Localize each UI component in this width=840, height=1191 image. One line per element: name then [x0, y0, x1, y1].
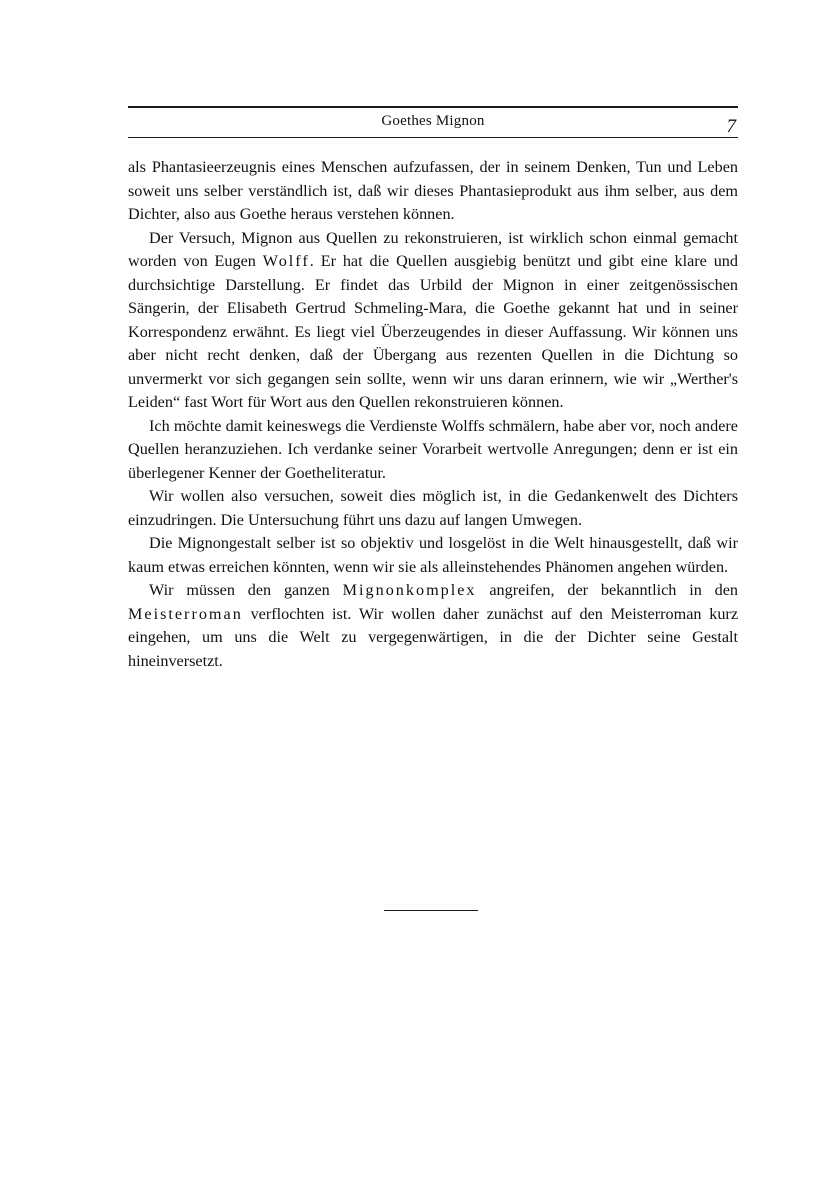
paragraph-text: angreifen, der bekanntlich in den [476, 581, 738, 599]
paragraph-text: . Er hat die Quellen ausgiebig benützt und gibt eine klare und durchsichtige Darstellung. Er findet das Urbild der Mignon in einer zeitgenössischen Sängerin, der Elisabeth Gertrud Schmeling-Mara, die Goethe gekannt hat und in seiner Korrespondenz erwähnt. Es liegt viel Überzeugendes in dieser Auffassung. Wir können uns aber nicht recht denken, daß der Übergang aus rezenten Quellen in die Dichtung so unvermerkt vor sich gegangen sein sollte, wenn wir uns daran erinnern, wie wir „Werther's Leiden“ fast Wort für Wort aus den Quellen rekonstruieren können. [128, 252, 738, 411]
body-text [128, 156, 738, 673]
paragraph-5 [128, 532, 738, 579]
paragraph-text: Der Versuch, Mignon aus Quellen zu rekonstruieren, ist wirklich schon einmal gemacht worden von Eugen [128, 228, 738, 270]
paragraph-6 [128, 579, 738, 673]
spaced-term-meisterroman: Meisterroman [128, 604, 243, 623]
paragraph-2 [128, 227, 738, 415]
spaced-term-mignonkomplex: Mignonkomplex [342, 581, 477, 599]
paragraph-text: Die Mignongestalt selber ist so objektiv und losgelöst in die Welt hinausgestellt, daß wir kaum etwas erreichen könnten, wenn wir sie als alleinstehendes Phänomen angehen würden. [128, 534, 738, 576]
paragraph-4 [128, 485, 738, 532]
paragraph-text: Wir müssen den ganzen [149, 581, 343, 599]
page-number: 7 [726, 116, 736, 137]
header-bottom-rule [128, 137, 738, 138]
paragraph-1 [128, 156, 738, 227]
spaced-name-wolff: Wolff [262, 252, 310, 270]
paragraph-text: Wir wollen also versuchen, soweit dies möglich ist, in die Gedankenwelt des Dichters einzudringen. Die Untersuchung führt uns dazu auf langen Umwegen. [128, 487, 738, 529]
paragraph-text: verflochten ist. Wir wollen daher zunächst auf den Meisterroman kurz eingehen, um uns die Welt zu vergegenwärtigen, in die der Dichter seine Gestalt hineinversetzt. [128, 604, 738, 670]
header-top-rule [128, 106, 738, 108]
paragraph-3 [128, 415, 738, 486]
running-title: Goethes Mignon [381, 113, 485, 129]
section-end-rule [384, 910, 478, 911]
running-header [128, 113, 738, 135]
paragraph-text: Ich möchte damit keineswegs die Verdienste Wolffs schmälern, habe aber vor, noch andere Quellen heranzuziehen. Ich verdanke seiner Vorarbeit wertvolle Anregungen; denn er ist ein überlegener Kenner der Goetheliteratur. [128, 416, 738, 482]
paragraph-text: als Phantasieerzeugnis eines Menschen aufzufassen, der in seinem Denken, Tun und Leben soweit uns selber verständlich ist, daß wir dieses Phantasieprodukt aus ihm selber, aus dem Dichter, also aus Goethe heraus verstehen können. [128, 158, 738, 223]
